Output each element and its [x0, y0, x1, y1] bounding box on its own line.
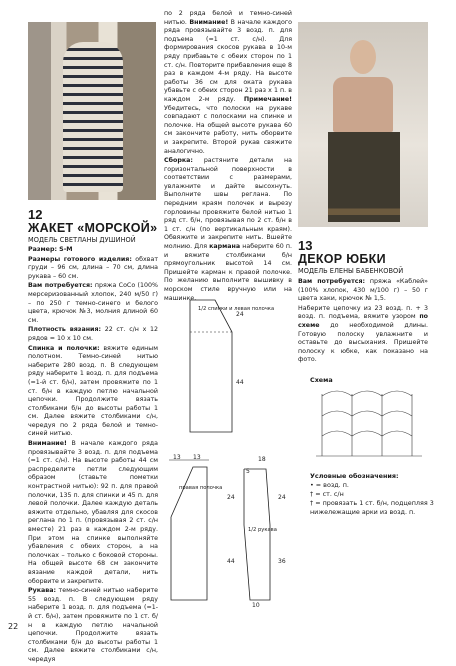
arch-row-3 [322, 431, 412, 436]
jacket-photo [28, 22, 156, 200]
arch-row-1 [322, 391, 412, 396]
m13-p1-label: Вам потребуется: [298, 278, 366, 285]
diagram1-dim-0: 24 [236, 311, 244, 318]
p5-text: В начале каждого ряда провязывайте 3 возд. п. для подъема (=1 ст. с/н). На высоте работы 44 см распределите петли следующим образом (ставьте пометки контрастной нитью): 92 п. для правой полочки, 135 п. для спинки и 45 п. для левой полочки. Далее каждую деталь вяжите отдельно, убавляя для скосов реглана по 1 п. (провязывая 2 ст. с/н вместе) 21 раз в каждом 2-м ряду. При этом на спинке выполняйте убавления с обеих сторон, а на полочках – только с боковой стороны. На общей высоте 68 см закончите вязание каждой детали, нить оборвите и закрепите. [28, 440, 158, 585]
diagram3-top-1: 5 [246, 468, 250, 475]
scheme-legend [310, 472, 435, 517]
p1-text: обхват груди – 96 см, длина – 70 см, длина рукава – 60 см. [28, 255, 158, 280]
col2-d-label: Сборка: [164, 157, 193, 165]
model-13-title: ДЕКОР ЮБКИ [298, 252, 386, 266]
p4-label: Спинка и полочки: [28, 344, 100, 352]
model-12-column-1 [28, 246, 158, 666]
m13-p2-b: до необходимой длины. Готовую полоску увлажните и оставьте до высыхания. Пришейте полоску к юбке, как показано на фото. [298, 321, 428, 364]
back-left-front-diagram [170, 292, 280, 442]
diagram2-label: правая полочка [179, 485, 223, 491]
diagram2-top-1: 13 [193, 454, 201, 461]
p4-text: вяжите единым полотном. Темно-синей нитью наберите 280 возд. п. В следующем ряду наберите 1 возд. п. для подъема (=1-й ст. б/н), затем провяжите по 1 ст. б/н в каждую петлю начальной цепочки. Продолжите вязать столбиками б/н до высоты работы 1 см. Далее вяжите столбиками с/н, чередуя по 2 ряда белой и темно-синей нитью. [28, 344, 158, 438]
diagram2-top-0: 13 [173, 454, 181, 461]
m13-p2-label: по схеме [298, 313, 428, 329]
page-number: 22 [8, 622, 19, 631]
p3-text: 22 ст. с/н х 12 рядов = 10 х 10 см. [28, 326, 158, 342]
col2-d-text: растяните детали на горизонтальной поверхности в соответствии с размерами, увлажните и дайте высохнуть. Выполните швы реглана. По передним краям полочек и вырезу горловины провяжите белой нитью 1 ряд ст. б/н, провязывая по 2 ст. б/н в 1 ст. с/н (по вертикальным краям). Обвяжите и закрепите нить. Вшейте молнию. Для [164, 157, 292, 251]
skirt-with-decor [328, 132, 400, 222]
model-head [350, 40, 376, 74]
model-13-author: МОДЕЛЬ ЕЛЕНЫ БАБЕНКОВОЙ [298, 267, 404, 275]
m13-p2-a: Наберите цепочку из 23 возд. п. + 3 возд. п. подъема, вяжите узором [298, 304, 428, 321]
sleeve-diagram [240, 455, 300, 609]
p5-label: Внимание! [28, 440, 67, 448]
model-top [333, 77, 393, 132]
scheme-label: Схема [310, 376, 333, 384]
right-front-diagram [165, 455, 245, 605]
col2-e-text: наберите 60 п. и вяжите столбиками б/н прямоугольник высотой 14 см. Пришейте карман к правой полочке. По желанию выполните вышивку в морском стиле вручную или на машинке. [164, 243, 293, 302]
diagram1-label: 1/2 спинки и левая полочка [198, 306, 275, 312]
sleeve-outline [244, 469, 270, 600]
diagram2-dim-0: 24 [227, 494, 235, 501]
model-12-author: МОДЕЛЬ СВЕТЛАНЫ ДУШИНОЙ [28, 236, 136, 244]
col2-b-text: В начале каждого ряда провязывайте 3 возд. п. для подъема (=1 ст. с/н). Для формирования скосов рукава в 10-м ряду прибавьте с обеих сторон по 1 ст. с/н. Повторите прибавления еще 8 раз в каждом 4-м ряду. На высоте работы 36 см для оката рукава убавьте с обеих сторон 21 раз х 1 п. в каждом 2-м ряду. [164, 18, 292, 103]
diagram3-top-0: 18 [258, 456, 266, 463]
legend-item-1: † = ст. с/н [310, 490, 344, 498]
p2-text: пряжа CoCo (100% мерсеризованный хлопок, 240 м/50 г) – по 250 г темно-синего и белого цвета, крючок №3, молния длиной 60 см. [28, 282, 158, 324]
diagram3-dim-1: 36 [278, 558, 286, 565]
model-13-text [298, 278, 428, 366]
legend-item-2: † = провязать 1 ст. б/н, подцепляя 3 нижележащие арки из возд. п. [310, 499, 434, 516]
diagram3-label: 1/2 рукава [248, 527, 277, 533]
diagram3-bottom: 10 [252, 602, 260, 609]
col2-c-label: Примечание! [243, 95, 292, 103]
back-outline [190, 300, 232, 432]
col2-b-label: Внимание! [189, 18, 229, 26]
model-number-12: 12 [28, 207, 43, 222]
legend-item-0: • = возд. п. [310, 481, 349, 489]
col2-e-label: кармана [209, 243, 241, 251]
model-12-column-2 [164, 10, 292, 304]
model-number-13: 13 [298, 238, 313, 253]
model-12-title: ЖАКЕТ «МОРСКОЙ» [28, 221, 158, 235]
col2-a: по 2 ряда белой и темно-синей нитью. [164, 10, 292, 26]
p2-label: Вам потребуется: [28, 282, 93, 290]
col2-c-text: Убедитесь, что полоски на рукаве совпадают с полосками на спинке и полочке. На общей высоте рукава 60 см закончите работу, нить оборвите и закрепите. Второй рукав свяжите аналогично. [164, 104, 292, 155]
diagram3-dim-0: 24 [278, 494, 286, 501]
m13-p1-text: пряжа «Каблей» (100% хлопок, 430 м/100 г) – 50 г цвета хаки, крючок № 1,5. [298, 278, 428, 303]
p1-label: Размеры готового изделия: [28, 255, 132, 263]
arch-row-2 [322, 411, 412, 416]
skirt-photo [298, 22, 428, 227]
diagram1-dim-1: 44 [236, 379, 244, 386]
size-label: Размер: S-M [28, 246, 73, 253]
crochet-scheme [312, 386, 432, 466]
p6-text: темно-синей нитью наберите 55 возд. п. В следующем ряду наберите 1 возд. п. для подъема (=1-й ст. б/н), затем провяжите по 1 ст. б/н в каждую петлю начальной цепочки. Продолжите вязать столбиками б/н до высоты работы 1 см. Далее вяжите столбиками с/н, чередуя [28, 587, 158, 663]
diagram2-dim-1: 44 [227, 558, 235, 565]
p3-label: Плотность вязания: [28, 326, 102, 334]
legend-title: Условные обозначения: [310, 472, 399, 480]
striped-jacket-figure [63, 42, 123, 192]
p6-label: Рукава: [28, 587, 56, 595]
